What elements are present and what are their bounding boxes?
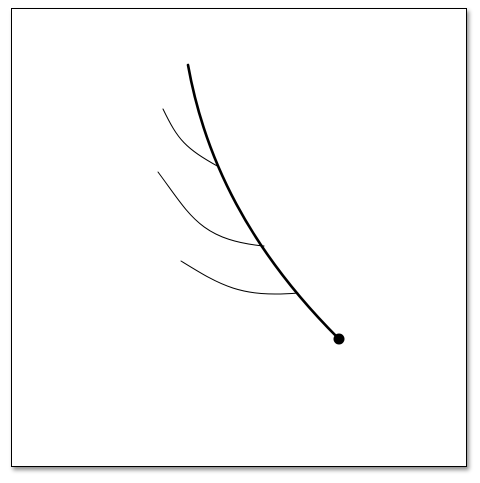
main-curve (188, 65, 338, 338)
branch-upper (163, 109, 219, 167)
root-dot (334, 334, 345, 345)
branch-middle (158, 172, 264, 246)
branch-lower (181, 261, 298, 294)
